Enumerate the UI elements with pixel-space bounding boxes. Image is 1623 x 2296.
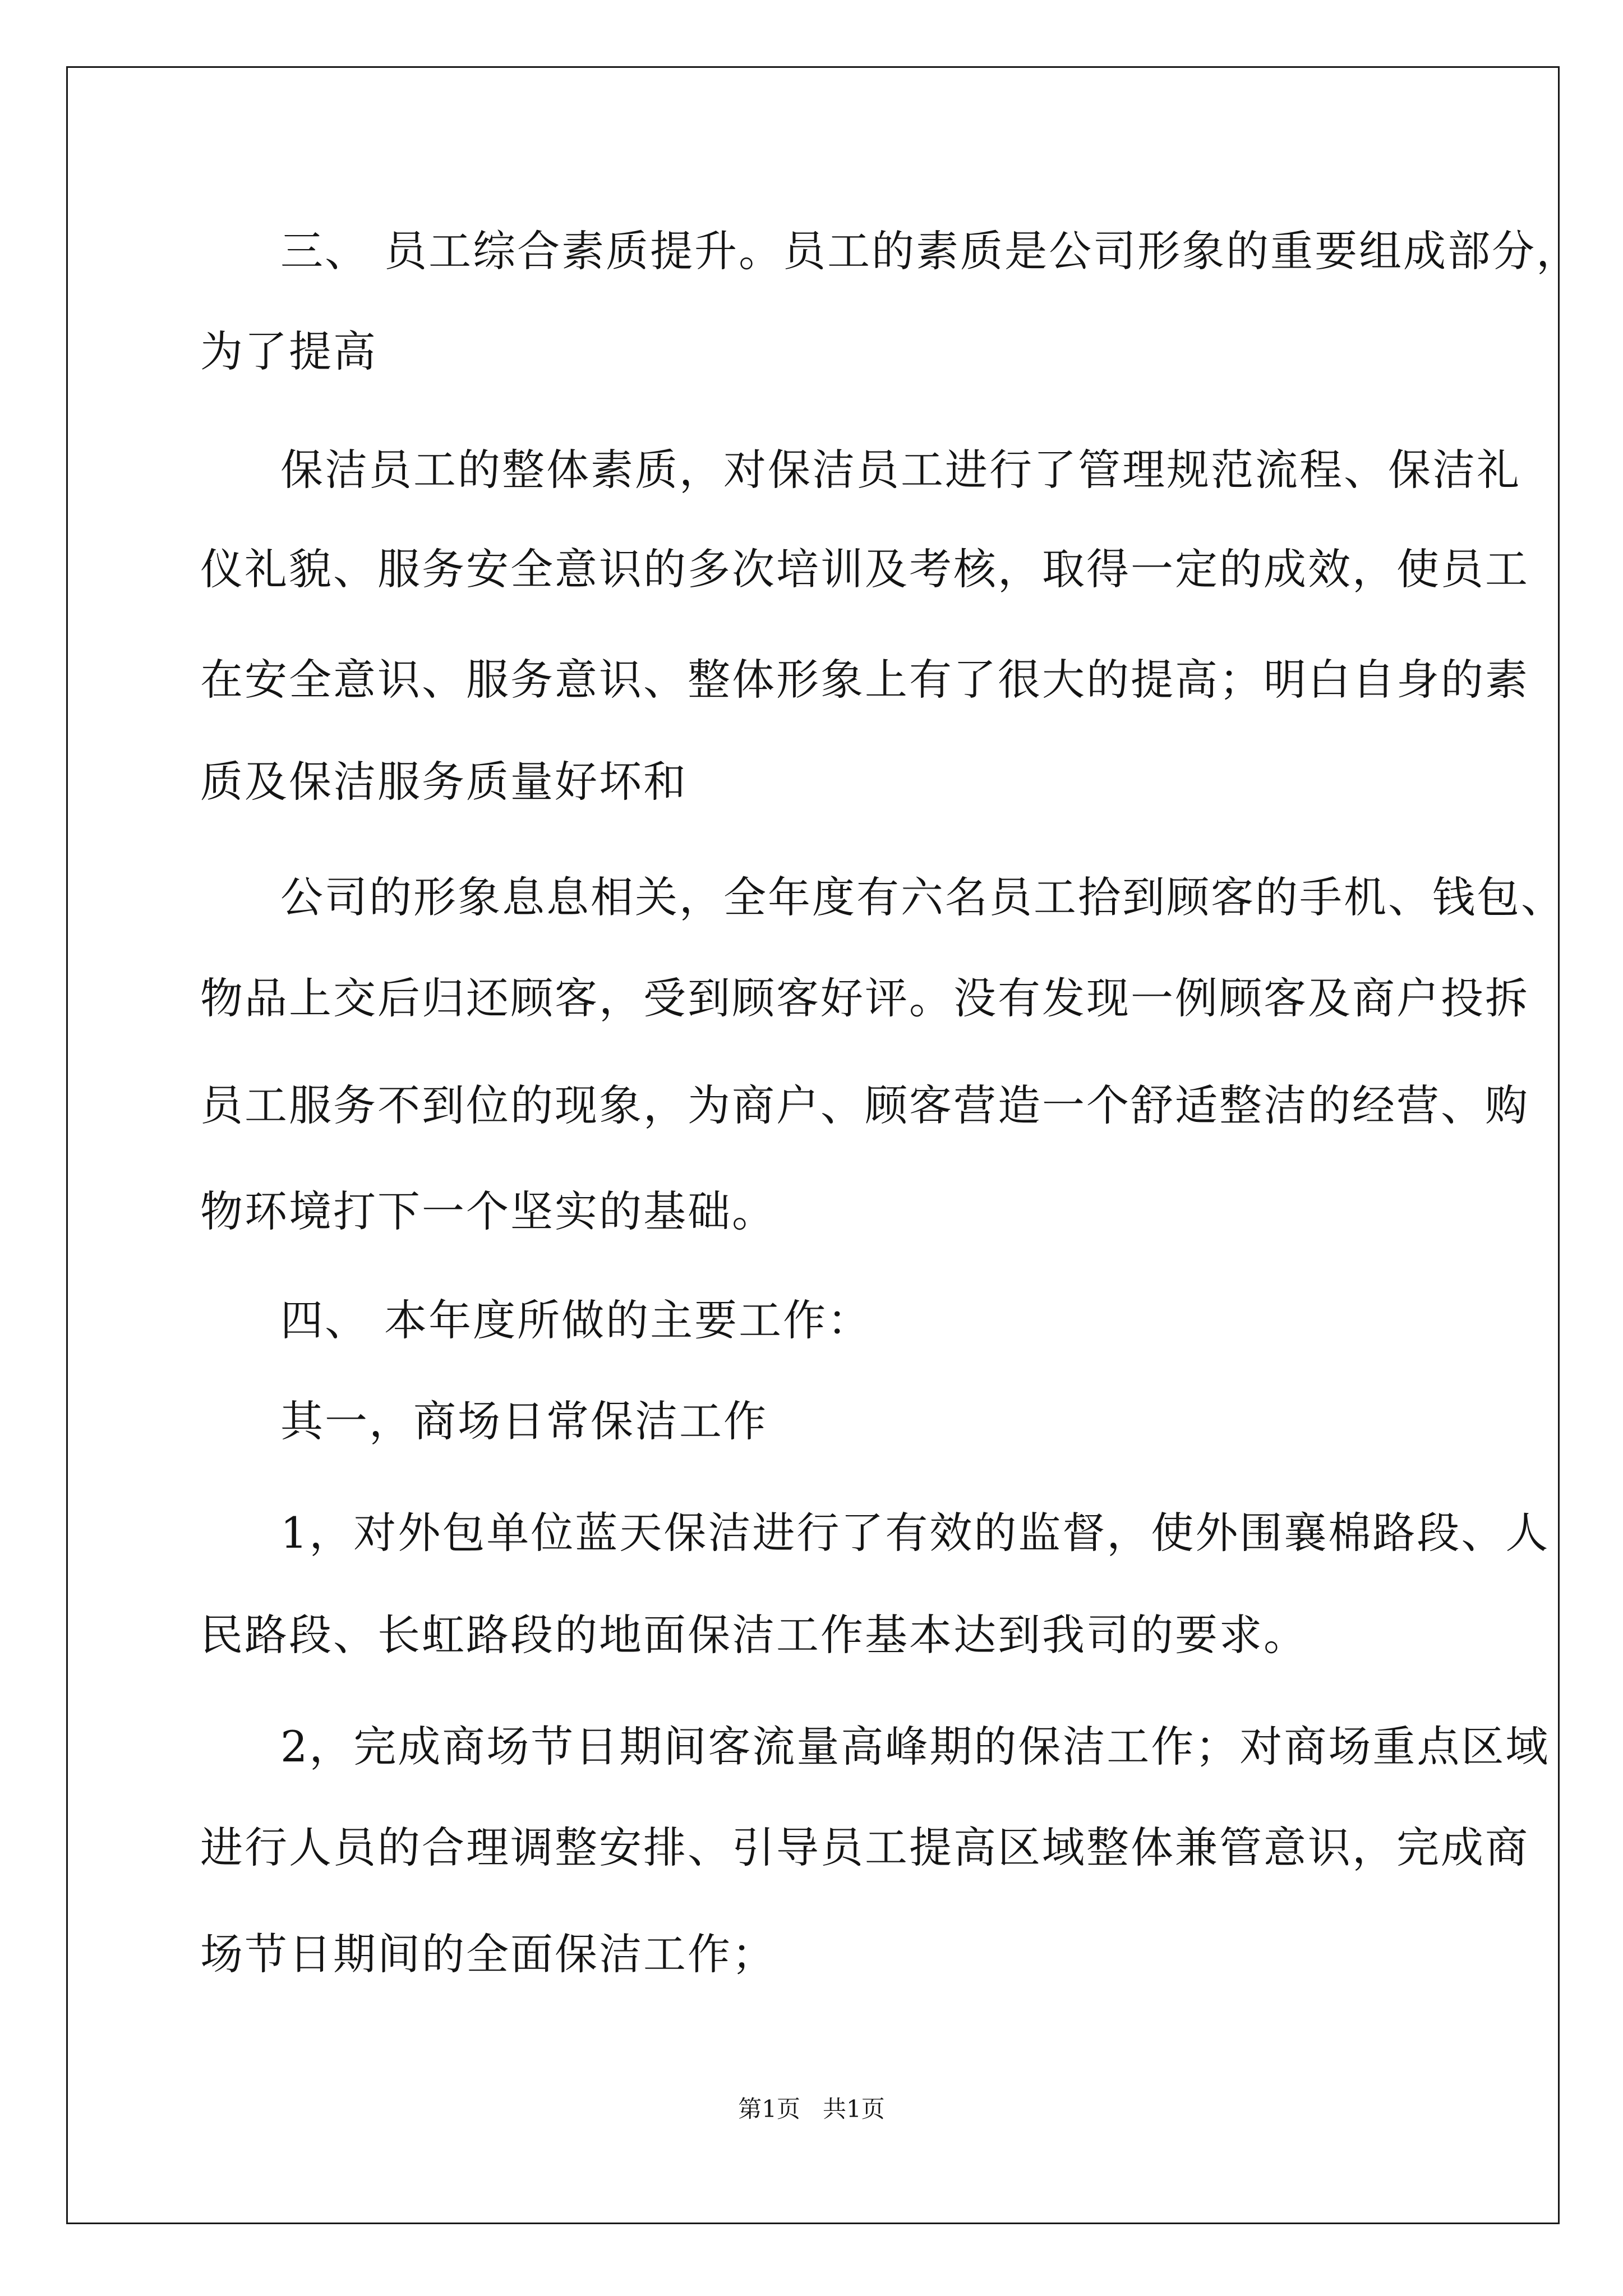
body-line: 在安全意识、服务意识、整体形象上有了很大的提高；明白自身的素 [200,655,1529,705]
body-line: 员工服务不到位的现象，为商户、顾客营造一个舒适整洁的经营、购 [200,1080,1529,1130]
body-line: 为了提高 [200,326,377,376]
body-line: 质及保洁服务质量好坏和 [200,757,688,807]
page-number: 第1页 共1页 [738,2095,885,2123]
body-line: 1，对外包单位蓝天保洁进行了有效的监督，使外围襄棉路段、人 [280,1508,1550,1558]
body-line: 场节日期间的全面保洁工作； [200,1929,776,1979]
body-line: 物品上交后归还顾客，受到顾客好评。没有发现一例顾客及商户投拆 [200,973,1529,1023]
page-border [66,66,1560,2224]
body-line: 进行人员的合理调整安排、引导员工提高区域整体兼管意识，完成商 [200,1823,1529,1872]
body-line: 仪礼貌、服务安全意识的多次培训及考核，取得一定的成效，使员工 [200,544,1529,594]
body-line: 民路段、长虹路段的地面保洁工作基本达到我司的要求。 [200,1610,1308,1660]
section-heading: 四、 本年度所做的主要工作： [280,1295,872,1345]
body-line: 三、 员工综合素质提升。员工的素质是公司形象的重要组成部分， [280,226,1581,276]
subsection-heading: 其一，商场日常保洁工作 [280,1396,768,1446]
body-line: 物环境打下一个坚实的基础。 [200,1186,776,1236]
body-line: 保洁员工的整体素质，对保洁员工进行了管理规范流程、保洁礼 [280,445,1521,495]
body-line: 2，完成商场节日期间客流量高峰期的保洁工作；对商场重点区域 [280,1722,1550,1772]
body-line: 公司的形象息息相关，全年度有六名员工拾到顾客的手机、钱包、 [280,872,1565,922]
